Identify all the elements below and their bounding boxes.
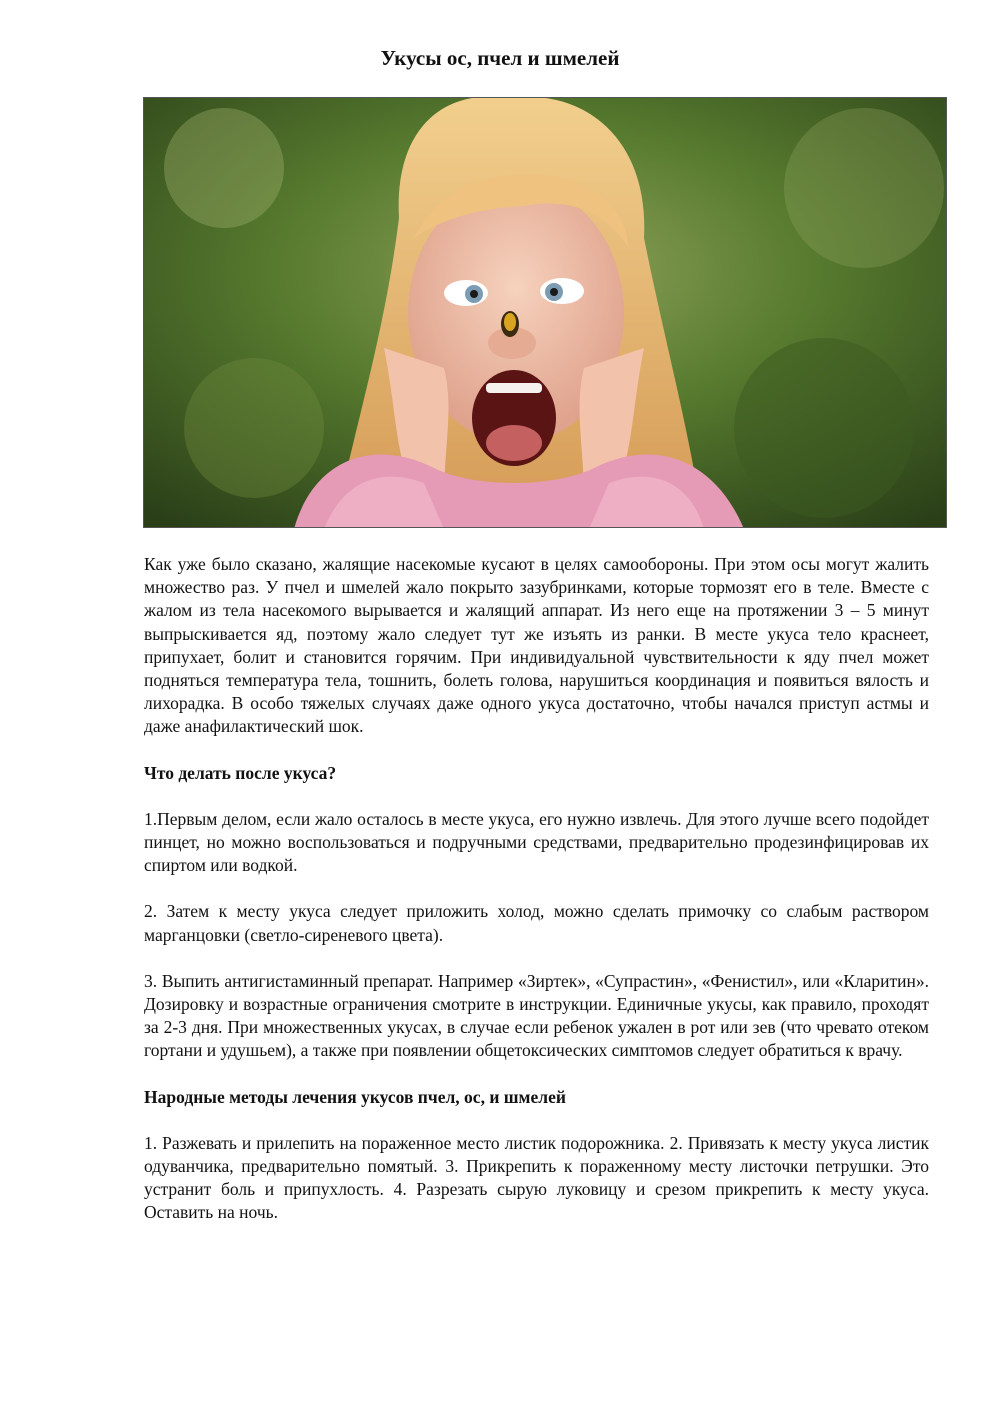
remedies-paragraph — [144, 1132, 929, 1225]
intro-paragraph: Как уже было сказано, жалящие насекомые кусают в целях самообороны. При этом осы могут жалить множество раз. У пчел и шмелей жало покрыто зазубринками, которые тормозят его в теле. Вместе с жалом из тела насекомого вырывается и жалящий аппарат. Из него еще на протяжении 3 – 5 минут выпрыскивается яд, поэтому жало следует тут же изъять из ранки. В месте укуса тело краснеет, припухает, болит и становится горячим. При индивидуальной чувствительности к яду пчел может подняться температура тела, тошнить, болеть голова, нарушиться координация и появиться вялость и лихорадка. В особо тяжелых случаях даже одного укуса достаточно, чтобы начался приступ астмы и даже анафилактический шок. — [144, 554, 929, 737]
step-paragraph: 2. Затем к месту укуса следует приложить холод, можно сделать примочку со слабым раствором марганцовки (светло-сиреневого цвета). — [144, 901, 929, 945]
page-title: Укусы ос, пчел и шмелей — [380, 46, 620, 70]
step-paragraph: 3. Выпить антигистаминный препарат. Например «Зиртек», «Супрастин», «Фенистил», или «Кларитин». Дозировку и возрастные ограничения смотрите в инструкции. Единичные укусы, как правило, проходят за 2-3 дня. При множественных укусах, в случае если ребенок ужален в рот или зев (что чревато отеком гортани и удушьем), а также при появлении общетоксических симптомов следует обратиться к врачу. — [144, 970, 929, 1061]
remedy-item: 2. Привязать к месту укуса листик одуванчика, предварительно помятый. — [144, 1132, 929, 1177]
article-body — [144, 553, 929, 1248]
section-heading-after-bite: Что делать после укуса? — [144, 762, 337, 783]
girl-with-bee-photo — [143, 97, 947, 528]
remedy-item: 4. Разрезать сырую луковицу и срезом прикрепить к месту укуса. Оставить на ночь. — [144, 1179, 930, 1223]
step-paragraph: 1.Первым делом, если жало осталось в месте укуса, его нужно извлечь. Для этого лучше всего подойдет пинцет, но можно воспользоваться и подручными средствами, предварительно продезинфицировав их спиртом или водкой. — [144, 808, 929, 876]
section-heading-folk-remedies: Народные методы лечения укусов пчел, ос, и шмелей — [144, 1086, 566, 1107]
remedy-item: 1. Разжевать и прилепить на пораженное место листик подорожника. — [144, 1132, 665, 1153]
remedy-item: 3. Прикрепить к пораженному месту листочки петрушки. Это устранит боль и припухлость. — [144, 1156, 929, 1200]
